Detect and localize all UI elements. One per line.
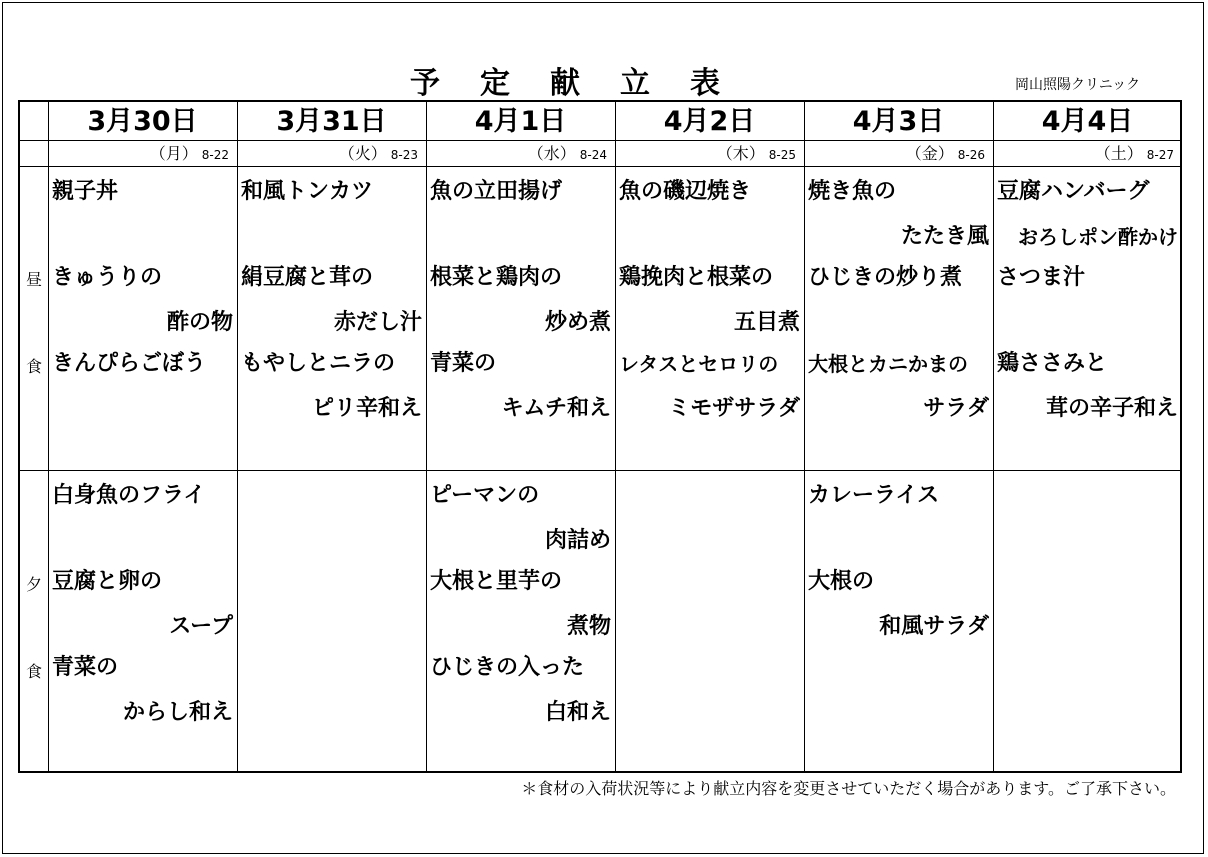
day-of-week-label: （木） (716, 144, 765, 163)
dish-line: サラダ (923, 396, 989, 421)
dish-line: 大根の (808, 569, 875, 594)
menu-table (18, 100, 1182, 773)
day-date: 4月2日 (663, 106, 756, 137)
dish-line: 白和え (544, 700, 611, 725)
dish-line (52, 225, 233, 249)
dish-line: きゅうりの (52, 265, 163, 290)
dish-line: 親子丼 (52, 179, 119, 204)
dish-line: 豆腐と卵の (52, 569, 163, 594)
dish-line: 豆腐ハンバーグ (997, 179, 1150, 204)
dish-line (808, 311, 989, 335)
dish-line: 和風サラダ (879, 614, 989, 639)
day-of-week (804, 144, 985, 164)
dish-line: ひじきの炒り煮 (808, 265, 963, 290)
dish-line: きんぴらごぼう (52, 351, 207, 376)
dish-line (619, 570, 800, 594)
day-code: 8-25 (768, 148, 796, 162)
day-date: 4月1日 (474, 106, 567, 137)
row-divider (20, 166, 1180, 167)
dish-line (619, 225, 800, 249)
day-of-week (615, 144, 796, 164)
lunch-menu-cell (48, 170, 237, 470)
dish-line: 白身魚のフライ (52, 483, 206, 508)
day-code: 8-26 (957, 148, 985, 162)
lunch-label: 昼 (25, 270, 42, 289)
day-code: 8-24 (579, 148, 607, 162)
dish-line: 和風トンカツ (241, 179, 374, 204)
dish-line (241, 529, 422, 553)
dish-line (808, 656, 989, 680)
clinic-name: 岡山照陽クリニック (1015, 77, 1141, 93)
dish-line (997, 570, 1178, 594)
dish-line: 絹豆腐と茸の (241, 265, 374, 290)
dish-line (997, 484, 1178, 508)
dish-line (52, 529, 233, 553)
day-date: 4月3日 (852, 106, 945, 137)
dinner-label: 食 (25, 662, 42, 681)
dish-line (241, 484, 422, 508)
dish-line (997, 701, 1178, 725)
dish-line: 魚の磯辺焼き (619, 179, 752, 204)
lunch-label: 食 (25, 357, 42, 376)
dish-line: 青菜の (430, 351, 497, 376)
dish-line (808, 701, 989, 725)
dish-line: 根菜と鶏肉の (430, 265, 563, 290)
day-date: 4月4日 (1041, 106, 1134, 137)
dish-line: 鶏ささみと (997, 351, 1108, 376)
dish-line: カレーライス (808, 483, 940, 508)
day-of-week (48, 144, 229, 164)
dish-line (997, 311, 1178, 335)
day-of-week (237, 144, 418, 164)
day-code: 8-22 (201, 148, 229, 162)
dish-line: スープ (169, 614, 233, 639)
dish-line: ピリ辛和え (311, 396, 422, 421)
day-of-week-label: （月） (149, 144, 198, 163)
dish-line: 鶏挽肉と根菜の (619, 265, 774, 290)
lunch-menu-cell (993, 170, 1182, 470)
footer-note: ＊食材の入荷状況等により献立内容を変更させていただく場合があります。ご了承下さい。 (521, 779, 1176, 798)
dish-line: 酢の物 (166, 310, 233, 335)
day-of-week-label: （水） (527, 144, 576, 163)
day-code: 8-27 (1146, 148, 1174, 162)
dish-line: ミモザサラダ (668, 396, 800, 421)
dish-line: キムチ和え (501, 396, 611, 421)
dish-line: 炒め煮 (544, 310, 611, 335)
day-of-week-label: （土） (1094, 144, 1143, 163)
dish-line (241, 615, 422, 639)
dish-line: レタスとセロリの (619, 352, 779, 376)
day-date: 3月31日 (276, 106, 387, 137)
lunch-menu-cell (237, 170, 426, 470)
dish-line (619, 529, 800, 553)
lunch-menu-cell (804, 170, 993, 470)
dish-line (52, 397, 233, 421)
dish-line (241, 656, 422, 680)
dish-line: ピーマンの (430, 483, 540, 508)
dish-line: たたき風 (900, 224, 989, 249)
page-title: 予定献立表 (410, 66, 760, 101)
dish-line (241, 570, 422, 594)
lunch-menu-cell (426, 170, 615, 470)
dish-line: もやしとニラの (241, 351, 396, 376)
day-of-week (993, 144, 1174, 164)
row-divider (20, 140, 1180, 141)
dish-line (619, 656, 800, 680)
dish-line (430, 225, 611, 249)
dish-line: 五目煮 (733, 310, 800, 335)
dish-line: 大根と里芋の (430, 569, 563, 594)
day-of-week-label: （火） (338, 144, 387, 163)
dish-line: 青菜の (52, 655, 119, 680)
dish-line: 魚の立田揚げ (430, 179, 563, 204)
dinner-menu-cell (426, 474, 615, 774)
dish-line: おろしポン酢かけ (1018, 225, 1178, 249)
dinner-menu-cell (615, 474, 804, 774)
day-date: 3月30日 (87, 106, 198, 137)
dinner-menu-cell (237, 474, 426, 774)
dish-line: 煮物 (566, 614, 611, 639)
dish-line (997, 529, 1178, 553)
lunch-menu-cell (615, 170, 804, 470)
dinner-menu-cell (993, 474, 1182, 774)
dish-line: さつま汁 (997, 265, 1086, 290)
day-of-week-label: （金） (905, 144, 954, 163)
dish-line (241, 701, 422, 725)
row-divider (20, 470, 1180, 471)
dish-line (619, 484, 800, 508)
dish-line: 赤だし汁 (333, 310, 422, 335)
dinner-menu-cell (48, 474, 237, 774)
dish-line (619, 701, 800, 725)
dish-line (619, 615, 800, 639)
dish-line (808, 529, 989, 553)
day-code: 8-23 (390, 148, 418, 162)
dish-line (997, 615, 1178, 639)
dish-line (241, 225, 422, 249)
dinner-menu-cell (804, 474, 993, 774)
dish-line: ひじきの入った (430, 655, 585, 680)
day-of-week (426, 144, 607, 164)
dish-line: 肉詰め (544, 528, 611, 553)
dish-line: からし和え (122, 700, 233, 725)
dish-line (997, 656, 1178, 680)
dish-line: 大根とカニかまの (808, 352, 968, 376)
dish-line: 焼き魚の (808, 179, 897, 204)
dish-line: 茸の辛子和え (1045, 396, 1178, 421)
dinner-label: 夕 (25, 575, 42, 594)
